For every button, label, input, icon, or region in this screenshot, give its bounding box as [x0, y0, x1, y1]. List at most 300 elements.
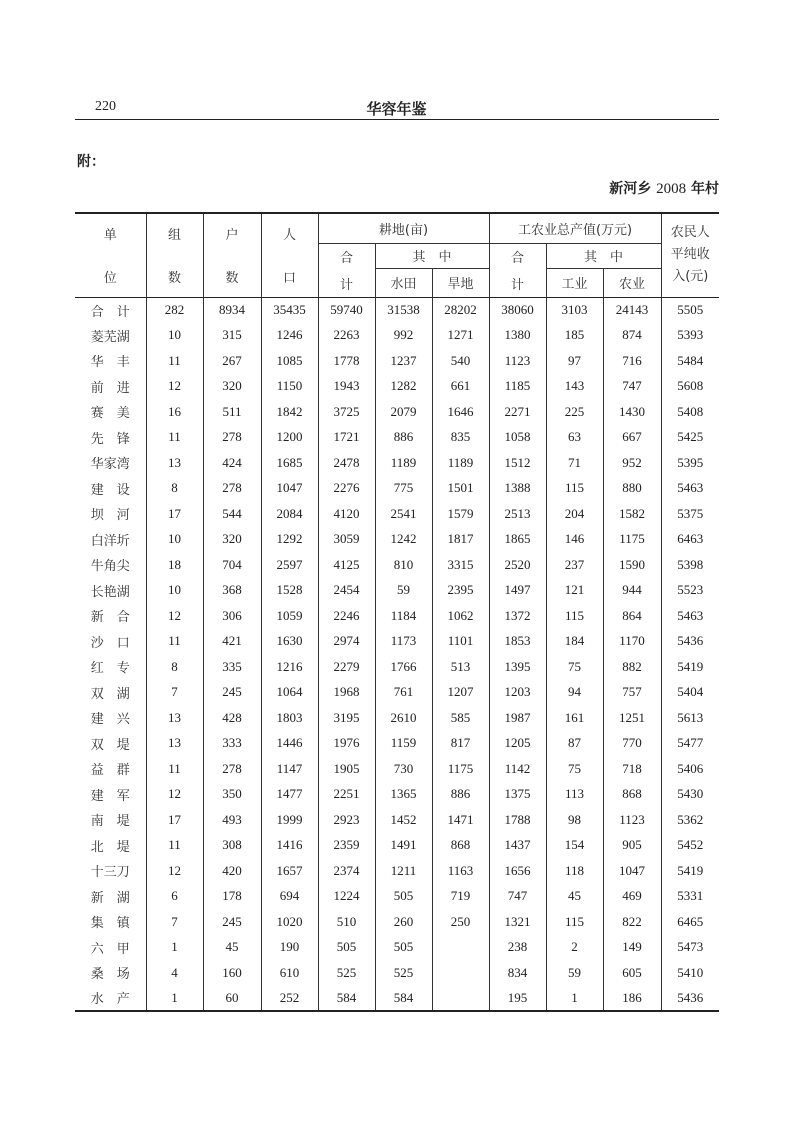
value-cell: 886: [375, 425, 432, 451]
value-cell: 1416: [261, 833, 318, 859]
value-cell: 10: [146, 323, 203, 349]
value-cell: 1123: [489, 348, 546, 374]
table-row: [75, 603, 719, 629]
table-row: [75, 323, 719, 349]
value-cell: 1365: [375, 782, 432, 808]
value-cell: 1452: [375, 807, 432, 833]
value-cell: 24143: [603, 297, 661, 323]
unit-name-cell: 集 镇: [90, 916, 130, 932]
value-cell: 661: [432, 374, 489, 400]
value-cell: 1497: [489, 578, 546, 604]
value-cell: 10: [146, 527, 203, 553]
value-cell: 237: [546, 552, 603, 578]
value-cell: 761: [375, 680, 432, 706]
header-farmland-of-which: 其 中: [375, 243, 489, 268]
value-cell: 421: [203, 629, 261, 655]
unit-name-cell: 华 丰: [90, 355, 130, 371]
table-row: [75, 527, 719, 553]
value-cell: 424: [203, 450, 261, 476]
value-cell: 1: [146, 935, 203, 961]
value-cell: 1189: [375, 450, 432, 476]
value-cell: 730: [375, 756, 432, 782]
value-cell: 190: [261, 935, 318, 961]
value-cell: 1142: [489, 756, 546, 782]
value-cell: 1224: [318, 884, 375, 910]
value-cell: 5613: [661, 705, 719, 731]
value-cell: 5331: [661, 884, 719, 910]
value-cell: 60: [203, 986, 261, 1012]
value-cell: 5436: [661, 986, 719, 1012]
header-farmland-total: 合 计: [318, 243, 375, 297]
header-population: 人 口: [261, 213, 318, 297]
value-cell: 2251: [318, 782, 375, 808]
value-cell: 154: [546, 833, 603, 859]
table-row: [75, 833, 719, 859]
value-cell: 5452: [661, 833, 719, 859]
table-row: [75, 476, 719, 502]
value-cell: 2923: [318, 807, 375, 833]
value-cell: 278: [203, 425, 261, 451]
unit-name-cell: 建 兴: [90, 712, 130, 728]
value-cell: 2246: [318, 603, 375, 629]
value-cell: 1020: [261, 909, 318, 935]
value-cell: 1766: [375, 654, 432, 680]
table-row: [75, 552, 719, 578]
value-cell: 4: [146, 960, 203, 986]
value-cell: 278: [203, 756, 261, 782]
value-cell: 282: [146, 297, 203, 323]
value-cell: 75: [546, 756, 603, 782]
value-cell: 1943: [318, 374, 375, 400]
value-cell: 143: [546, 374, 603, 400]
value-cell: 1271: [432, 323, 489, 349]
unit-name-cell: 牛角尖: [90, 559, 130, 575]
value-cell: 1251: [603, 705, 661, 731]
value-cell: 5463: [661, 603, 719, 629]
value-cell: 1150: [261, 374, 318, 400]
value-cell: 245: [203, 909, 261, 935]
value-cell: 544: [203, 501, 261, 527]
value-cell: 1817: [432, 527, 489, 553]
value-cell: 12: [146, 782, 203, 808]
value-cell: 94: [546, 680, 603, 706]
table-row: [75, 884, 719, 910]
unit-name-cell: 建 军: [90, 788, 130, 804]
value-cell: 45: [203, 935, 261, 961]
value-cell: 225: [546, 399, 603, 425]
value-cell: 1656: [489, 858, 546, 884]
header-industry: 工业: [546, 268, 603, 297]
value-cell: 35435: [261, 297, 318, 323]
table-row: [75, 374, 719, 400]
value-cell: 7: [146, 909, 203, 935]
value-cell: 149: [603, 935, 661, 961]
value-cell: 1646: [432, 399, 489, 425]
value-cell: 5419: [661, 858, 719, 884]
table-row: [75, 731, 719, 757]
value-cell: 584: [375, 986, 432, 1012]
total-row: [75, 297, 719, 323]
value-cell: 11: [146, 629, 203, 655]
value-cell: 11: [146, 348, 203, 374]
value-cell: 525: [375, 960, 432, 986]
value-cell: 5505: [661, 297, 719, 323]
value-cell: 2513: [489, 501, 546, 527]
value-cell: 493: [203, 807, 261, 833]
value-cell: 5477: [661, 731, 719, 757]
value-cell: 75: [546, 654, 603, 680]
value-cell: 2610: [375, 705, 432, 731]
value-cell: 13: [146, 705, 203, 731]
unit-name-cell: 合 计: [90, 304, 130, 320]
value-cell: 2276: [318, 476, 375, 502]
value-cell: 1101: [432, 629, 489, 655]
value-cell: 184: [546, 629, 603, 655]
value-cell: 5484: [661, 348, 719, 374]
value-cell: 810: [375, 552, 432, 578]
value-cell: 716: [603, 348, 661, 374]
value-cell: 1: [146, 986, 203, 1012]
value-cell: 2597: [261, 552, 318, 578]
value-cell: 1047: [261, 476, 318, 502]
value-cell: 1184: [375, 603, 432, 629]
value-cell: 97: [546, 348, 603, 374]
value-cell: 160: [203, 960, 261, 986]
unit-name-cell: 双 湖: [90, 686, 130, 702]
value-cell: 5608: [661, 374, 719, 400]
unit-name-cell: 先 锋: [90, 431, 130, 447]
unit-name-cell: 白洋圻: [90, 533, 130, 549]
value-cell: 115: [546, 476, 603, 502]
table-row: [75, 654, 719, 680]
value-cell: 510: [318, 909, 375, 935]
value-cell: 5463: [661, 476, 719, 502]
value-cell: 59: [375, 578, 432, 604]
value-cell: 250: [432, 909, 489, 935]
header-income: 农民人 平纯收 入(元): [661, 213, 719, 297]
header-rule: [75, 119, 719, 120]
value-cell: 6: [146, 884, 203, 910]
value-cell: 17: [146, 501, 203, 527]
value-cell: 5523: [661, 578, 719, 604]
value-cell: 252: [261, 986, 318, 1012]
value-cell: 5398: [661, 552, 719, 578]
value-cell: 882: [603, 654, 661, 680]
header-dry: 旱地: [432, 268, 489, 297]
value-cell: 1968: [318, 680, 375, 706]
unit-name-cell: 沙 口: [90, 635, 130, 651]
value-cell: 1999: [261, 807, 318, 833]
value-cell: 5410: [661, 960, 719, 986]
header-paddy: 水田: [375, 268, 432, 297]
header-output: 工农业总产值(万元): [489, 213, 661, 243]
value-cell: 1579: [432, 501, 489, 527]
value-cell: 605: [603, 960, 661, 986]
value-cell: 267: [203, 348, 261, 374]
value-cell: 1216: [261, 654, 318, 680]
value-cell: 1395: [489, 654, 546, 680]
value-cell: 1170: [603, 629, 661, 655]
value-cell: 1380: [489, 323, 546, 349]
unit-name-cell: 北 堤: [90, 839, 130, 855]
value-cell: 1173: [375, 629, 432, 655]
table-row: [75, 858, 719, 884]
value-cell: 245: [203, 680, 261, 706]
value-cell: 195: [489, 986, 546, 1012]
value-cell: 278: [203, 476, 261, 502]
value-cell: [432, 986, 489, 1012]
unit-name-cell: 桑 场: [90, 967, 130, 983]
value-cell: 18: [146, 552, 203, 578]
value-cell: 335: [203, 654, 261, 680]
appendix-label: 附：: [77, 154, 105, 170]
table-row: [75, 680, 719, 706]
value-cell: 4125: [318, 552, 375, 578]
value-cell: 1721: [318, 425, 375, 451]
value-cell: 3725: [318, 399, 375, 425]
value-cell: 38060: [489, 297, 546, 323]
unit-name-cell: 长艳湖: [90, 584, 130, 600]
value-cell: 747: [489, 884, 546, 910]
value-cell: 747: [603, 374, 661, 400]
value-cell: [432, 960, 489, 986]
value-cell: 1185: [489, 374, 546, 400]
value-cell: 1205: [489, 731, 546, 757]
value-cell: 2395: [432, 578, 489, 604]
value-cell: 1778: [318, 348, 375, 374]
value-cell: 1047: [603, 858, 661, 884]
value-cell: 1803: [261, 705, 318, 731]
value-cell: 1657: [261, 858, 318, 884]
header-output-of-which: 其 中: [546, 243, 661, 268]
value-cell: 1446: [261, 731, 318, 757]
value-cell: 1292: [261, 527, 318, 553]
value-cell: 238: [489, 935, 546, 961]
value-cell: 11: [146, 833, 203, 859]
table-body: [75, 297, 719, 1011]
value-cell: 1059: [261, 603, 318, 629]
value-cell: 17: [146, 807, 203, 833]
table-header: [75, 213, 719, 297]
value-cell: 1528: [261, 578, 318, 604]
value-cell: 505: [375, 884, 432, 910]
value-cell: 10: [146, 578, 203, 604]
value-cell: 1477: [261, 782, 318, 808]
value-cell: 115: [546, 603, 603, 629]
value-cell: 1590: [603, 552, 661, 578]
table-row: [75, 578, 719, 604]
value-cell: 1175: [432, 756, 489, 782]
value-cell: 98: [546, 807, 603, 833]
value-cell: 2359: [318, 833, 375, 859]
value-cell: 1375: [489, 782, 546, 808]
value-cell: 1207: [432, 680, 489, 706]
value-cell: 146: [546, 527, 603, 553]
value-cell: 1189: [432, 450, 489, 476]
unit-name-cell: 建 设: [90, 482, 130, 498]
unit-name-cell: 十三刀: [90, 865, 130, 881]
table-row: [75, 705, 719, 731]
value-cell: 1085: [261, 348, 318, 374]
unit-name-cell: 菱芜湖: [90, 329, 130, 345]
value-cell: 1282: [375, 374, 432, 400]
value-cell: 511: [203, 399, 261, 425]
table-row: [75, 782, 719, 808]
value-cell: 513: [432, 654, 489, 680]
value-cell: 2374: [318, 858, 375, 884]
value-cell: 1211: [375, 858, 432, 884]
table-row: [75, 960, 719, 986]
table-row: [75, 909, 719, 935]
unit-name-cell: 六 甲: [90, 941, 130, 957]
value-cell: 2084: [261, 501, 318, 527]
value-cell: 1512: [489, 450, 546, 476]
value-cell: 59740: [318, 297, 375, 323]
table-row: [75, 450, 719, 476]
value-cell: 28202: [432, 297, 489, 323]
unit-name-cell: 华家湾: [90, 457, 130, 473]
value-cell: 204: [546, 501, 603, 527]
value-cell: 719: [432, 884, 489, 910]
value-cell: 12: [146, 603, 203, 629]
value-cell: 1630: [261, 629, 318, 655]
value-cell: 16: [146, 399, 203, 425]
value-cell: 7: [146, 680, 203, 706]
value-cell: 667: [603, 425, 661, 451]
value-cell: 505: [318, 935, 375, 961]
value-cell: 13: [146, 450, 203, 476]
value-cell: 1321: [489, 909, 546, 935]
value-cell: 694: [261, 884, 318, 910]
table-row: [75, 501, 719, 527]
value-cell: 5406: [661, 756, 719, 782]
value-cell: 12: [146, 374, 203, 400]
value-cell: [432, 935, 489, 961]
value-cell: 87: [546, 731, 603, 757]
value-cell: 45: [546, 884, 603, 910]
running-title: 华容年鉴: [366, 100, 427, 118]
value-cell: 11: [146, 425, 203, 451]
value-cell: 1203: [489, 680, 546, 706]
value-cell: 775: [375, 476, 432, 502]
unit-name-cell: 南 堤: [90, 814, 130, 830]
value-cell: 350: [203, 782, 261, 808]
value-cell: 178: [203, 884, 261, 910]
value-cell: 1064: [261, 680, 318, 706]
table-caption: [609, 178, 719, 198]
header-unit: 单 位: [103, 228, 117, 287]
value-cell: 5425: [661, 425, 719, 451]
value-cell: 3059: [318, 527, 375, 553]
value-cell: 1437: [489, 833, 546, 859]
value-cell: 505: [375, 935, 432, 961]
unit-name-cell: 水 产: [90, 992, 130, 1008]
value-cell: 1372: [489, 603, 546, 629]
unit-name-cell: 红 专: [90, 661, 130, 677]
value-cell: 6463: [661, 527, 719, 553]
value-cell: 1062: [432, 603, 489, 629]
value-cell: 71: [546, 450, 603, 476]
caption-suffix: 年村: [691, 181, 719, 197]
value-cell: 1388: [489, 476, 546, 502]
value-cell: 834: [489, 960, 546, 986]
table-row: [75, 807, 719, 833]
value-cell: 3195: [318, 705, 375, 731]
value-cell: 118: [546, 858, 603, 884]
value-cell: 428: [203, 705, 261, 731]
value-cell: 944: [603, 578, 661, 604]
header-groups: 组 数: [146, 213, 203, 297]
value-cell: 2478: [318, 450, 375, 476]
value-cell: 718: [603, 756, 661, 782]
value-cell: 5419: [661, 654, 719, 680]
unit-name-cell: 前 进: [90, 380, 130, 396]
value-cell: 1246: [261, 323, 318, 349]
unit-name-cell: 赛 美: [90, 406, 130, 422]
value-cell: 864: [603, 603, 661, 629]
value-cell: 8: [146, 476, 203, 502]
value-cell: 161: [546, 705, 603, 731]
value-cell: 1175: [603, 527, 661, 553]
value-cell: 1491: [375, 833, 432, 859]
value-cell: 835: [432, 425, 489, 451]
header-farmland: 耕地(亩): [318, 213, 489, 243]
value-cell: 1200: [261, 425, 318, 451]
value-cell: 1865: [489, 527, 546, 553]
value-cell: 4120: [318, 501, 375, 527]
value-cell: 2454: [318, 578, 375, 604]
value-cell: 905: [603, 833, 661, 859]
value-cell: 952: [603, 450, 661, 476]
value-cell: 540: [432, 348, 489, 374]
unit-name-cell: 新 合: [90, 610, 130, 626]
value-cell: 880: [603, 476, 661, 502]
value-cell: 1163: [432, 858, 489, 884]
unit-name-cell: 新 湖: [90, 890, 130, 906]
header-households: 户 数: [203, 213, 261, 297]
value-cell: 59: [546, 960, 603, 986]
value-cell: 1788: [489, 807, 546, 833]
value-cell: 5473: [661, 935, 719, 961]
value-cell: 5436: [661, 629, 719, 655]
value-cell: 525: [318, 960, 375, 986]
value-cell: 1976: [318, 731, 375, 757]
value-cell: 817: [432, 731, 489, 757]
unit-name-cell: 双 堤: [90, 737, 130, 753]
value-cell: 886: [432, 782, 489, 808]
value-cell: 320: [203, 374, 261, 400]
value-cell: 63: [546, 425, 603, 451]
table-row: [75, 756, 719, 782]
value-cell: 8934: [203, 297, 261, 323]
value-cell: 5395: [661, 450, 719, 476]
value-cell: 1582: [603, 501, 661, 527]
value-cell: 874: [603, 323, 661, 349]
value-cell: 113: [546, 782, 603, 808]
village-statistics-table: [75, 212, 719, 1012]
value-cell: 5375: [661, 501, 719, 527]
value-cell: 1853: [489, 629, 546, 655]
table-row: [75, 935, 719, 961]
value-cell: 115: [546, 909, 603, 935]
value-cell: 1237: [375, 348, 432, 374]
table-row: [75, 986, 719, 1012]
header-output-total: 合 计: [489, 243, 546, 297]
value-cell: 2271: [489, 399, 546, 425]
value-cell: 1159: [375, 731, 432, 757]
value-cell: 868: [603, 782, 661, 808]
value-cell: 2263: [318, 323, 375, 349]
